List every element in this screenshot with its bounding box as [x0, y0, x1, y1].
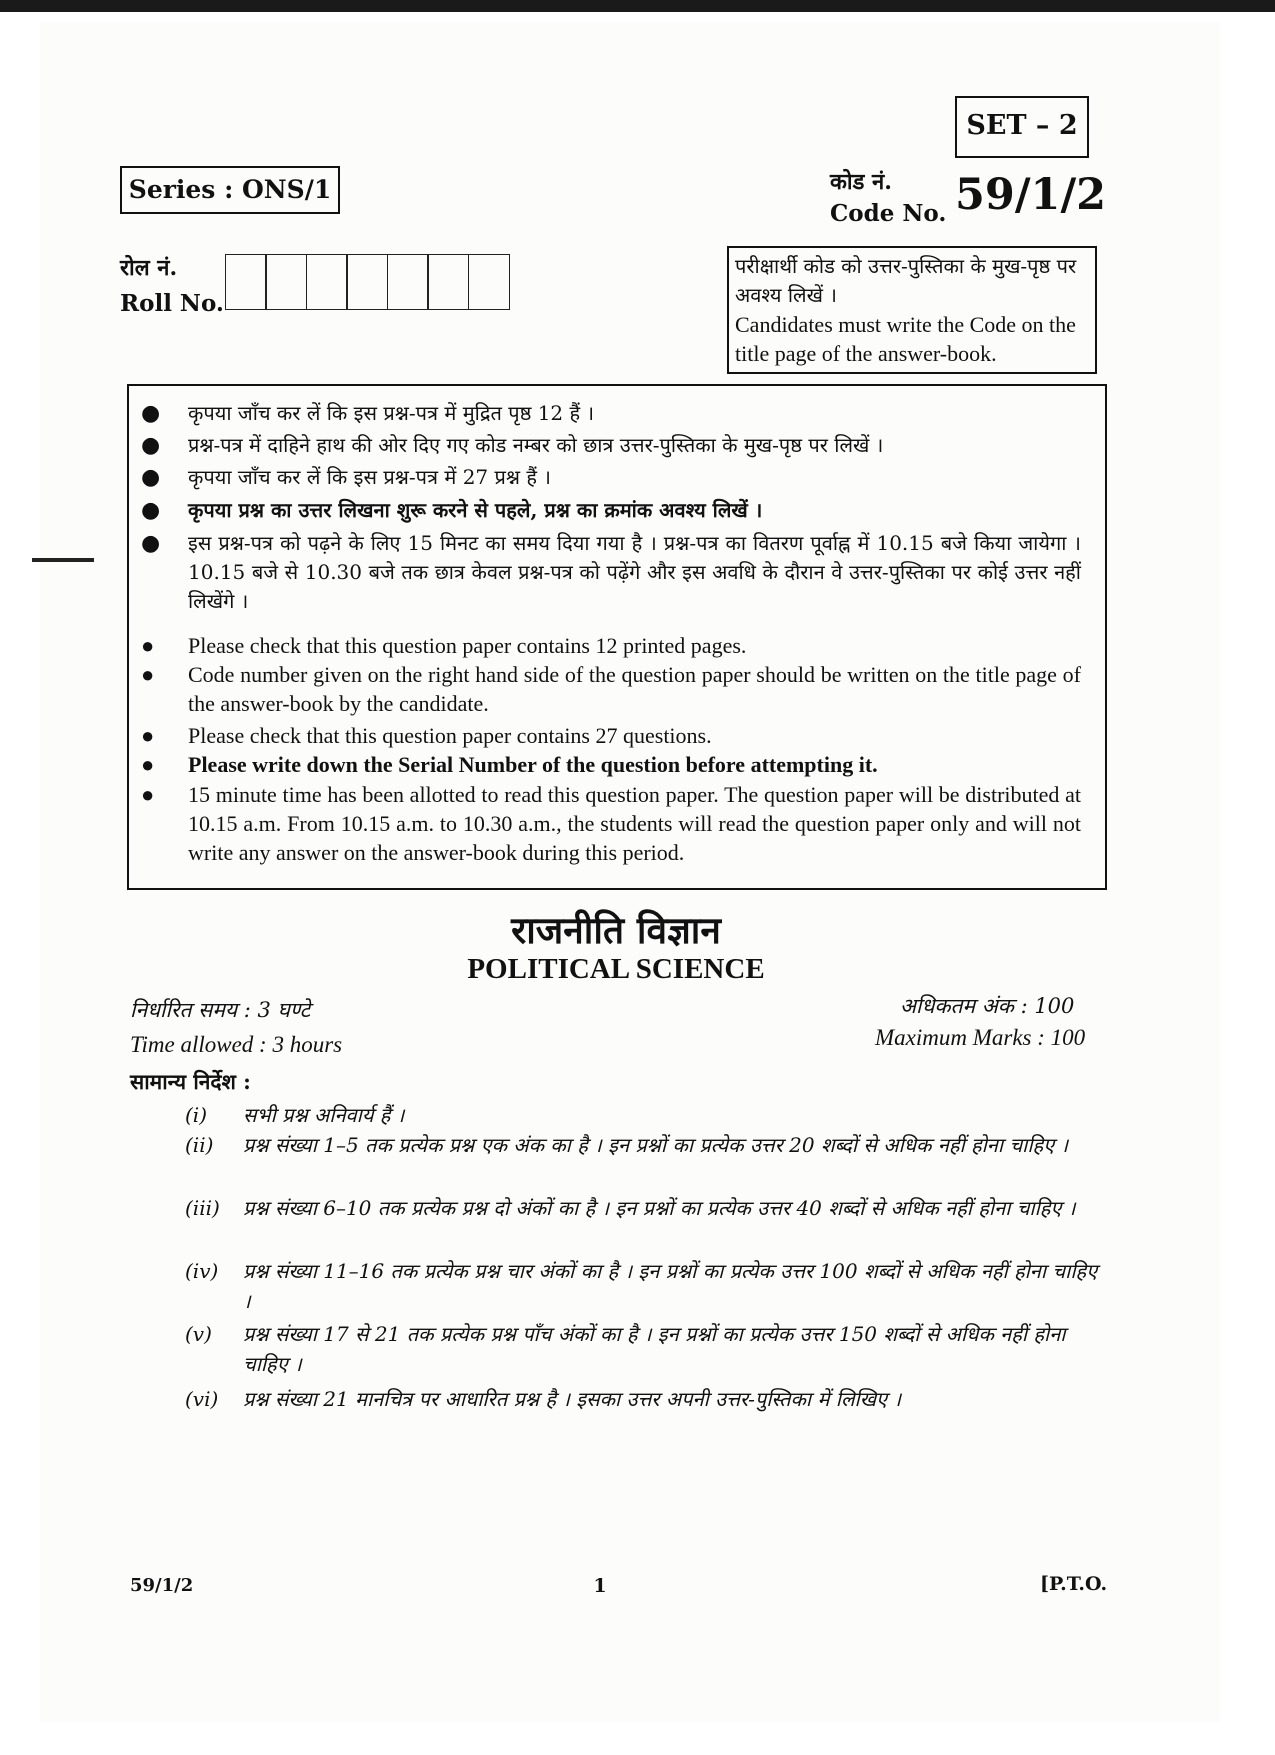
max-marks-hindi: अधिकतम अंक : 100 — [900, 994, 1075, 1018]
instruction-item: ● प्रश्न-पत्र में दाहिने हाथ की ओर दिए गए कोड नम्बर को छात्र उत्तर-पुस्तिका के मुख-पृष्ठ पर लिखें । — [141, 433, 884, 458]
code-label-hindi: कोड नं. — [830, 169, 892, 195]
bullet-icon: ● — [141, 401, 161, 426]
instruction-item: ● इस प्रश्न-पत्र को पढ़ने के लिए 15 मिनट का समय दिया गया है । प्रश्न-पत्र का वितरण पूर्वाह्न में 10.15 बजे किया जायेगा । 10.15 बजे से 10.30 बजे तक छात्र केवल प्रश्न-पत्र को पढ़ेंगे और इस अवधि के दौरान वे उत्तर-पुस्तिका पर कोई उत्तर नहीं लिखेंगे । — [141, 531, 1081, 613]
code-label-english: Code No. — [830, 200, 947, 227]
instructions-box — [127, 384, 1107, 890]
instruction-item: ● Please check that this question paper contains 12 printed pages. — [141, 633, 747, 658]
set-label: SET – 2 — [955, 96, 1089, 158]
bullet-icon: ● — [141, 782, 155, 807]
page-number: 1 — [593, 1575, 607, 1597]
roll-cell[interactable] — [225, 254, 267, 310]
roll-cell[interactable] — [468, 254, 510, 310]
time-allowed-english: Time allowed : 3 hours — [130, 1032, 343, 1057]
max-marks-english: Maximum Marks : 100 — [875, 1025, 1086, 1050]
bullet-icon: ● — [141, 531, 161, 556]
general-instructions-heading: सामान्य निर्देश : — [130, 1069, 251, 1094]
bullet-icon: ● — [141, 723, 155, 748]
bullet-icon: ● — [141, 498, 161, 523]
general-instruction-item: (v) प्रश्न संख्या 17 से 21 तक प्रत्येक प्रश्न पाँच अंकों का है । इन प्रश्नों का प्रत्येक उत्तर 150 शब्दों से अधिक नहीं होना चाहिए । — [185, 1322, 1066, 1376]
bullet-icon: ● — [141, 752, 155, 777]
scan-edge — [0, 0, 1275, 12]
instruction-item: ● कृपया प्रश्न का उत्तर लिखना शुरू करने से पहले, प्रश्न का क्रमांक अवश्य लिखें । — [141, 498, 763, 523]
roll-cell[interactable] — [265, 254, 307, 310]
general-instruction-item: (iv) प्रश्न संख्या 11–16 तक प्रत्येक प्रश्न चार अंकों का है । इन प्रश्नों का प्रत्येक उत्तर 100 शब्दों से अधिक नहीं होना चाहिए । — [185, 1259, 1098, 1313]
roll-cell[interactable] — [346, 254, 388, 310]
general-instruction-item: (iii) प्रश्न संख्या 6–10 तक प्रत्येक प्रश्न दो अंकों का है । इन प्रश्नों का प्रत्येक उत्तर 40 शब्दों से अधिक नहीं होना चाहिए । — [185, 1196, 1076, 1220]
roll-cell[interactable] — [427, 254, 469, 310]
time-allowed-hindi: निर्धारित समय : 3 घण्टे — [130, 998, 311, 1022]
instruction-item: ● Please check that this question paper contains 27 questions. — [141, 723, 712, 748]
general-instruction-item: (ii) प्रश्न संख्या 1–5 तक प्रत्येक प्रश्न एक अंक का है । इन प्रश्नों का प्रत्येक उत्तर 20 शब्दों से अधिक नहीं होना चाहिए । — [185, 1133, 1069, 1157]
margin-mark — [32, 558, 94, 562]
candidate-note-hindi: परीक्षार्थी कोड को उत्तर-पुस्तिका के मुख-पृष्ठ पर अवश्य लिखें । — [735, 254, 1077, 307]
footer-code: 59/1/2 — [130, 1575, 194, 1596]
roll-label-hindi: रोल नं. — [120, 255, 178, 281]
bullet-icon: ● — [141, 465, 161, 490]
instruction-item: ● कृपया जाँच कर लें कि इस प्रश्न-पत्र में मुद्रित पृष्ठ 12 हैं । — [141, 401, 595, 426]
series-label: Series : ONS/1 — [120, 166, 340, 214]
subject-title-hindi: राजनीति विज्ञान — [511, 908, 721, 952]
candidate-note-english: Candidates must write the Code on the title page of the answer-book. — [735, 312, 1076, 366]
candidate-note-box — [727, 246, 1097, 374]
roll-cell[interactable] — [387, 254, 429, 310]
instruction-item: ● Please write down the Serial Number of the question before attempting it. — [141, 752, 878, 777]
pto-label: [P.T.O. — [1040, 1573, 1108, 1595]
general-instruction-item: (i) सभी प्रश्न अनिवार्य हैं । — [185, 1103, 405, 1127]
bullet-icon: ● — [141, 633, 155, 658]
roll-number-grid[interactable] — [226, 254, 510, 310]
bullet-icon: ● — [141, 433, 161, 458]
instruction-item: ● कृपया जाँच कर लें कि इस प्रश्न-पत्र में 27 प्रश्न हैं । — [141, 465, 551, 490]
bullet-icon: ● — [141, 662, 155, 687]
roll-label-english: Roll No. — [120, 290, 224, 317]
roll-cell[interactable] — [306, 254, 348, 310]
instruction-item: ● Code number given on the right hand side of the question paper should be written on the title page of the answer-book by the candidate. — [141, 662, 1081, 716]
code-number: 59/1/2 — [955, 170, 1107, 220]
subject-title-english: POLITICAL SCIENCE — [467, 953, 765, 985]
general-instruction-item: (vi) प्रश्न संख्या 21 मानचित्र पर आधारित प्रश्न है । इसका उत्तर अपनी उत्तर-पुस्तिका में लिखिए । — [185, 1387, 902, 1411]
instruction-item: ● 15 minute time has been allotted to read this question paper. The question paper will be distributed at 10.15 a.m. From 10.15 a.m. to 10.30 a.m., the students will read the question paper only and will not write any answer on the answer-book during this period. — [141, 782, 1081, 865]
